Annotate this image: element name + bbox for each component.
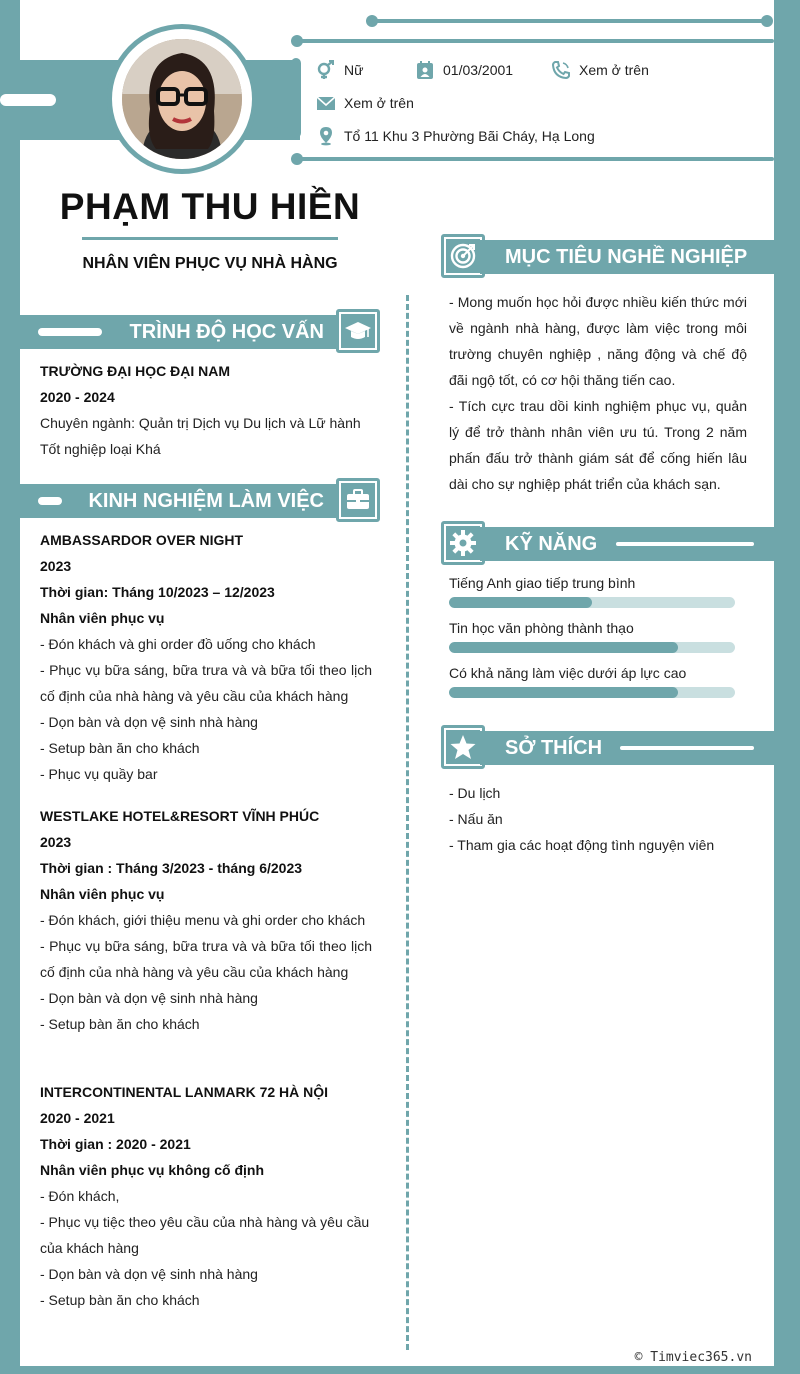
skill-label: Có khả năng làm việc dưới áp lực cao (449, 665, 687, 681)
education-school: TRƯỜNG ĐẠI HỌC ĐẠI NAM (40, 363, 230, 379)
skill-bar-track (449, 597, 735, 608)
objective-text: - Mong muốn học hỏi được nhiều kiến thức mới về ngành nhà hàng, được làm việc trong môi trường chuyên nghiệp , năng động và chế độ đãi ngộ tốt, có cơ hội thăng tiến cao. (449, 294, 747, 388)
section-title-hobbies: SỞ THÍCH (505, 736, 603, 759)
contact-dob (415, 60, 513, 80)
header-dash (38, 497, 62, 505)
section-header-objective (480, 240, 774, 274)
experience-position: Nhân viên phục vụ không cố định (40, 1162, 265, 1178)
star-icon (449, 733, 477, 761)
skill-bar-track (449, 687, 735, 698)
experience-duty: - Đón khách, (40, 1188, 120, 1204)
experience-duty: - Phục vụ tiệc theo yêu cầu của nhà hàng và yêu cầu của khách hàng (40, 1214, 370, 1256)
skill-label: Tin học văn phòng thành thạo (449, 620, 634, 636)
hobbies-block (449, 780, 747, 858)
email-value: Xem ở trên (344, 95, 414, 111)
skill-bar-track (449, 642, 735, 653)
target-icon (449, 242, 477, 270)
experience-company: AMBASSARDOR OVER NIGHT (40, 532, 244, 548)
gender-value: Nữ (344, 62, 364, 78)
education-grade: Tốt nghiệp loại Khá (40, 441, 161, 457)
skills-icon-box (441, 521, 485, 565)
education-icon-box (336, 309, 380, 353)
header-vbar (271, 66, 281, 128)
column-divider (406, 295, 409, 1350)
skill-label: Tiếng Anh giao tiếp trung bình (449, 575, 636, 591)
gear-icon (449, 529, 477, 557)
graduation-cap-icon (344, 317, 372, 345)
education-block (40, 358, 390, 462)
experience-duty: - Đón khách, giới thiệu menu và ghi order cho khách (40, 912, 366, 928)
education-years: 2020 - 2024 (40, 389, 115, 405)
skill-bar-fill (449, 642, 678, 653)
objective-block (449, 289, 747, 497)
experience-company: WESTLAKE HOTEL&RESORT VĨNH PHÚC (40, 808, 320, 824)
experience-position: Nhân viên phục vụ (40, 886, 165, 902)
section-header-experience (20, 484, 342, 518)
avatar (122, 39, 242, 159)
location-pin-icon (316, 126, 336, 146)
contact-email (316, 93, 414, 113)
name-underline (82, 237, 338, 240)
experience-duty: - Phục vụ quầy bar (40, 766, 158, 782)
experience-duty: - Setup bàn ăn cho khách (40, 1016, 200, 1032)
mail-icon (316, 93, 336, 113)
experience-duty: - Setup bàn ăn cho khách (40, 740, 200, 756)
experience-icon-box (336, 478, 380, 522)
header-line-top (372, 19, 768, 23)
experience-duty: - Dọn bàn và dọn vệ sinh nhà hàng (40, 990, 258, 1006)
candidate-name: PHẠM THU HIỀN (59, 186, 361, 227)
hobby-item: - Nấu ăn (449, 811, 503, 827)
experience-duty: - Setup bàn ăn cho khách (40, 1292, 200, 1308)
header-line (620, 746, 754, 750)
experience-company: INTERCONTINENTAL LANMARK 72 HÀ NỘI (40, 1084, 329, 1100)
header-vbar (291, 58, 301, 138)
experience-year: 2023 (40, 834, 72, 850)
education-major: Chuyên ngành: Quản trị Dịch vụ Du lịch và Lữ hành (40, 415, 361, 431)
phone-icon (551, 60, 571, 80)
header-dash (38, 328, 102, 336)
dob-value: 01/03/2001 (443, 62, 514, 78)
section-title-objective: MỤC TIÊU NGHỀ NGHIỆP (505, 245, 748, 268)
watermark-footer: © Timviec365.vn (634, 1350, 752, 1365)
section-title-experience: KINH NGHIỆM LÀM VIỆC (88, 489, 324, 512)
experience-duty: - Đón khách và ghi order đồ uống cho khách (40, 636, 316, 652)
section-header-education (20, 315, 342, 349)
section-header-hobbies (480, 731, 774, 765)
skill-bar-fill (449, 597, 592, 608)
briefcase-icon (344, 486, 372, 514)
objective-icon-box (441, 234, 485, 278)
header-line-upper (297, 39, 774, 43)
experience-time: Thời gian : 2020 - 2021 (40, 1136, 191, 1152)
header-dash (0, 94, 56, 106)
experience-duty: - Dọn bàn và dọn vệ sinh nhà hàng (40, 714, 258, 730)
section-header-skills (480, 527, 774, 561)
phone-value: Xem ở trên (579, 62, 649, 78)
experience-duty: - Phục vụ bữa sáng, bữa trưa và và bữa tối theo lịch cố định của nhà hàng và yêu cầu của khách hàng (40, 938, 372, 980)
header-line-lower (297, 157, 774, 161)
experience-year: 2023 (40, 558, 72, 574)
contact-phone (551, 60, 649, 80)
contact-address (316, 126, 595, 146)
section-title-education: TRÌNH ĐỘ HỌC VẤN (129, 320, 324, 343)
experience-item-1 (40, 527, 372, 787)
experience-time: Thời gian: Tháng 10/2023 – 12/2023 (40, 584, 275, 600)
header-line (616, 542, 754, 546)
section-title-skills: KỸ NĂNG (505, 532, 598, 555)
header-dot (761, 15, 773, 27)
experience-duty: - Phục vụ bữa sáng, bữa trưa và và bữa tối theo lịch cố định của nhà hàng và yêu cầu của khách hàng (40, 662, 372, 704)
hobby-item: - Du lịch (449, 785, 501, 801)
experience-position: Nhân viên phục vụ (40, 610, 165, 626)
objective-text: - Tích cực trau dồi kinh nghiệm phục vụ, quản lý để trở thành nhân viên ưu tú. Trong 2 năm phấn đấu trở thành giám sát để cống hiến lâu dài cho sự nghiệp phát triển của khách sạn. (449, 398, 747, 492)
address-value: Tổ 11 Khu 3 Phường Bãi Cháy, Hạ Long (344, 128, 595, 144)
candidate-role: NHÂN VIÊN PHỤC VỤ NHÀ HÀNG (82, 255, 338, 272)
experience-item-3 (40, 1079, 372, 1313)
gender-icon (316, 60, 336, 80)
experience-time: Thời gian : Tháng 3/2023 - tháng 6/2023 (40, 860, 303, 876)
experience-year: 2020 - 2021 (40, 1110, 115, 1126)
skill-bar-fill (449, 687, 678, 698)
calendar-icon (415, 60, 435, 80)
hobby-item: - Tham gia các hoạt động tình nguyện viên (449, 837, 715, 853)
hobbies-icon-box (441, 725, 485, 769)
experience-duty: - Dọn bàn và dọn vệ sinh nhà hàng (40, 1266, 258, 1282)
contact-gender (316, 60, 363, 80)
experience-item-2 (40, 803, 372, 1037)
